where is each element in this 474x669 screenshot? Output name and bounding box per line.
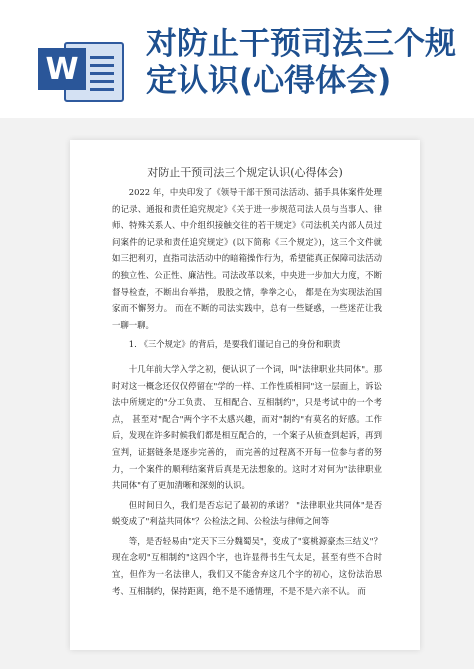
document-body xyxy=(112,184,382,602)
paragraph: 但时间日久，我们是否忘记了最初的承诺？ "法律职业共同体"是否蜕变成了"利益共同体"？公检法之间、公检法与律师之间等 xyxy=(112,499,382,527)
section-heading: 1. 《三个规定》的背后，是要我们谨记自己的身份和职责 xyxy=(128,339,341,350)
banner-title: 对防止干预司法三个规定认识(心得体会) xyxy=(146,26,456,99)
document-page xyxy=(70,140,420,650)
paragraph: 十几年前大学入学之初，便认识了一个词，叫"法律职业共同体"。那时对这一概念还仅仅停留在"学的一样、工作性质相同"这一层面上，诉讼法中所规定的"分工负责、 互相配合、互相制约"，只是考试中的一个考点， 甚至对"配合"两个字不太感兴趣，而对"制约"有莫名的好感。工作后，发现在许多时候我们都是相互配合的，一个案子从侦查到起诉，再到宣判，证据链条是逐步完善的， 而完善的过程离不开每一位参与者的努力，一个案件的顺利结案背后真是无法想象的。这时才对何为"法律职业共同体"有了更加清晰和深刻的认识。 xyxy=(112,363,382,491)
paragraph: 等，是否轻易由"定天下三分魏蜀吴"，变成了"宴桃源豪杰三结义"？现在念叨"互相制约"这四个字，也许显得书生气太足，甚至有些不合时宜，但作为一名法律人，我们又不能舍弃这几个字的初心，这份法治思考、互相制约，保持距离，绝不是不通情理，不是不是六亲不认。 而 xyxy=(112,535,382,596)
word-icon-letter: W xyxy=(38,48,86,90)
document-title: 对防止干预司法三个规定认识(心得体会) xyxy=(147,166,343,179)
word-icon xyxy=(38,38,124,100)
header-banner xyxy=(0,0,474,118)
paragraph: 2022 年，中央印发了《领导干部干预司法活动、插手具体案件处理的记录、通报和责任追究规定》《关于进一步规范司法人员与当事人、律师、特殊关系人、中介组织接触交往的若干规定》《司法机关内部人员过问案件的记录和责任追究规定》(以下简称《三个规定》)，这三个文件就如三把利刃，直指司法活动中的暗箱操作行为，希望能真正保障司法活动的独立性、公正性、廉洁性。司法改革以来，中央进一步加大力度，不断督导检查，不断出台举措， 股股之情，拳拳之心， 都是在为实现法治国家而不懈努力。 而在不断的司法实践中，总有一些疑惑，一些迷茫让我一聊一聊。 xyxy=(112,187,382,330)
